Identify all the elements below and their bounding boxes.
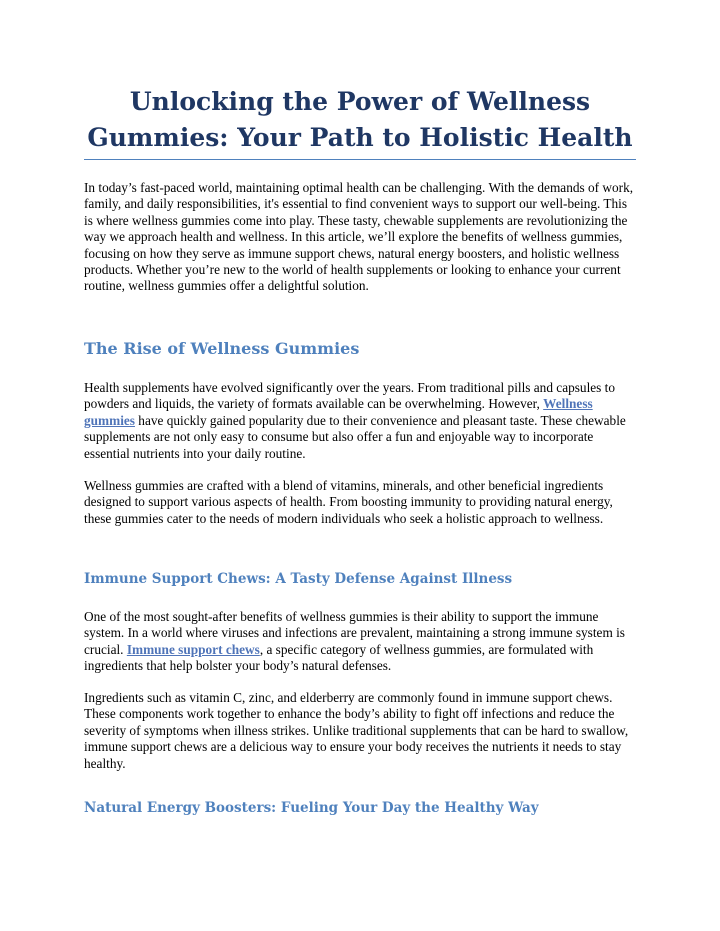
section-heading-immune: Immune Support Chews: A Tasty Defense Against Illness <box>84 571 513 587</box>
title-divider <box>84 159 636 160</box>
immune-paragraph-1-start: One of the most sought-after benefits of wellness gummies is their ability to support the immune system. In a world where viruses and infections are prevalent, maintaining a strong immune system is crucial. <box>84 609 625 657</box>
rise-paragraph-1-start: Health supplements have evolved significantly over the years. From traditional pills and capsules to powders and liquids, the variety of formats available can be overwhelming. However, <box>84 380 616 412</box>
rise-paragraph-1 <box>84 380 636 462</box>
immune-paragraph-1-end: , a specific category of wellness gummies, are formulated with ingredients that help bolster your body’s natural defenses. <box>84 641 594 674</box>
rise-paragraph-1-end: have quickly gained popularity due to their convenience and pleasant taste. These chewable supplements are not only easy to consume but also offer a fun and enjoyable way to incorporate essential nutrients into your daily routine. <box>84 412 626 461</box>
page-title: Unlocking the Power of Wellness Gummies: Your Path to Holistic Health <box>87 87 633 152</box>
immune-paragraph-2: Ingredients such as vitamin C, zinc, and elderberry are commonly found in immune support chews. These components work together to enhance the body’s ability to fight off infections and reduce the severity of symptoms when illness strikes. Unlike traditional supplements that can be hard to swallow, immune support chews are a delicious way to ensure your body receives the nutrients it needs to stay healthy. <box>84 690 629 771</box>
wellness-gummies-link[interactable]: Wellness gummies <box>84 396 593 428</box>
intro-paragraph: In today’s fast-paced world, maintaining optimal health can be challenging. With the demands of work, family, and daily responsibilities, it's essential to find convenient ways to support our well-being. This is where wellness gummies come into play. These tasty, chewable supplements are revolutionizing the way we approach health and wellness. In this article, we’ll explore the benefits of wellness gummies, focusing on how they serve as immune support chews, natural energy boosters, and holistic wellness products. Whether you’re new to the world of health supplements or looking to enhance your current routine, wellness gummies offer a delightful solution. <box>84 180 634 294</box>
section-heading-energy: Natural Energy Boosters: Fueling Your Day the Healthy Way <box>84 800 539 816</box>
rise-paragraph-2: Wellness gummies are crafted with a blend of vitamins, minerals, and other beneficial ingredients designed to support various aspects of health. From boosting immunity to providing natural energy, these gummies cater to the needs of modern individuals who seek a holistic approach to wellness. <box>84 478 613 526</box>
immune-paragraph-1 <box>84 609 636 675</box>
immune-support-chews-link[interactable]: Immune support chews <box>126 641 260 657</box>
section-heading-rise: The Rise of Wellness Gummies <box>84 339 360 358</box>
